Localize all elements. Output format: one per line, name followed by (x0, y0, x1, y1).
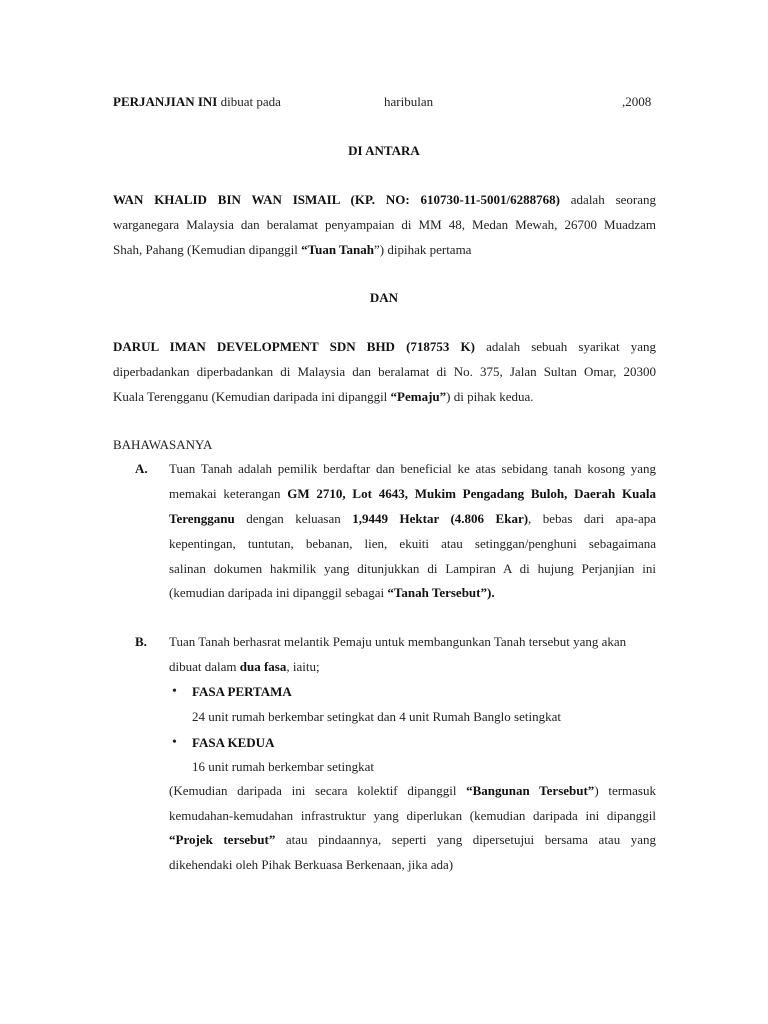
party1-line3-post: ”) dipihak pertama (374, 242, 472, 257)
party2-line1 (113, 339, 656, 355)
party2-line3-pre: Kuala Terengganu (Kemudian daripada ini dipanggil (113, 389, 391, 404)
tanah-tersebut-term: “Tanah Tersebut”). (387, 585, 495, 600)
clause-b-para-line4: dikehendaki oleh Pihak Berkuasa Berkenaan, jika ada) (169, 857, 454, 872)
fasa1-desc: 24 unit rumah berkembar setingkat dan 4 unit Rumah Banglo setingkat (192, 709, 561, 724)
clause-a-line6-pre: (kemudian daripada ini dipanggil sebagai (169, 585, 388, 600)
party2-line3-post: ) di pihak kedua. (446, 389, 534, 404)
party2-line2: diperbadankan diperbadankan di Malaysia dan beralamat di No. 375, Jalan Sultan Omar, 20300 (113, 364, 656, 379)
clause-b-para-line2: kemudahan-kemudahan infrastruktur yang diperlukan (kemudian daripada ini dipanggil (169, 808, 656, 823)
land-area: 1,9449 Hektar (4.806 Ekar) (352, 511, 529, 526)
party2-line3 (113, 389, 534, 405)
party2-name: DARUL IMAN DEVELOPMENT SDN BHD (718753 K) (113, 339, 475, 354)
clause-a-line3 (169, 511, 656, 527)
clause-a-line6 (169, 585, 495, 601)
fasa2-title (192, 735, 274, 751)
fasa2-title-text: FASA KEDUA (192, 735, 275, 750)
dua-fasa-term: dua fasa (239, 659, 287, 674)
clause-a-letter-text: A. (135, 461, 148, 476)
clause-a-letter (135, 461, 148, 477)
pemaju-term: “Pemaju” (390, 389, 447, 404)
party2-line1-rest: adalah sebuah syarikat yang (486, 339, 656, 354)
clause-a-line2 (169, 486, 656, 502)
dan-heading: DAN (369, 290, 399, 305)
clause-b-para-line3-post: atau pindaannya, seperti yang dipersetujui bersama atau yang (285, 832, 657, 847)
clause-b-para-line1-post: ) termasuk (594, 783, 656, 798)
agreement-made-on: dibuat pada (220, 94, 281, 109)
clause-b-para-line1 (169, 783, 656, 799)
di-antara-heading: DI ANTARA (348, 143, 420, 158)
fasa1-title (192, 684, 292, 700)
party1-name: WAN KHALID BIN WAN ISMAIL (KP. NO: 610730-11-5001/6288768) (113, 192, 560, 207)
bahawasanya-heading: BAHAWASANYA (113, 437, 213, 452)
clause-b-para-line1-pre: (Kemudian daripada ini secara kolektif dipanggil (169, 783, 467, 798)
projek-tersebut-term: “Projek tersebut” (169, 832, 276, 847)
bangunan-tersebut-term: “Bangunan Tersebut” (466, 783, 595, 798)
tuan-tanah-term: “Tuan Tanah (301, 242, 374, 257)
clause-a-line1: Tuan Tanah adalah pemilik berdaftar dan beneficial ke atas sebidang tanah kosong yang (169, 461, 656, 476)
party1-line3-pre: Shah, Pahang (Kemudian dipanggil (113, 242, 302, 257)
party1-line1-rest: adalah seorang (570, 192, 656, 207)
clause-b-line2 (169, 659, 320, 675)
clause-a-line3-post: , bebas dari apa-apa (528, 511, 656, 526)
party1-line2: warganegara Malaysia dan beralamat penyampaian di MM 48, Medan Mewah, 26700 Muadzam (113, 217, 656, 232)
clause-a-line3-mid: dengan keluasan (246, 511, 341, 526)
year-label: ,2008 (622, 94, 652, 109)
clause-b-line1: Tuan Tanah berhasrat melantik Pemaju untuk membangunkan Tanah tersebut yang akan (169, 634, 627, 649)
fasa1-title-text: FASA PERTAMA (192, 684, 292, 699)
fasa2-desc: 16 unit rumah berkembar setingkat (192, 759, 374, 774)
terengganu-text: Terengganu (169, 511, 235, 526)
clause-b-line2-pre: dibuat dalam (169, 659, 240, 674)
clause-a-line5: salinan dokumen hakmilik yang ditunjukkan di Lampiran A di hujung Perjanjian ini (169, 561, 656, 576)
haribulan-label: haribulan (384, 94, 434, 109)
bullet-icon: • (172, 684, 177, 699)
clause-b-letter-text: B. (135, 634, 147, 649)
agreement-lead: PERJANJIAN INI (113, 94, 218, 109)
party1-line1 (113, 192, 656, 208)
party1-line3 (113, 242, 471, 258)
clause-b-para-line3 (169, 832, 656, 848)
agreement-opening (113, 94, 281, 110)
bullet-icon: • (172, 735, 177, 750)
clause-b-line2-post: , iaitu; (286, 659, 320, 674)
clause-b-letter (135, 634, 147, 650)
clause-a-line4: kepentingan, tuntutan, bebanan, lien, ekuiti atau setinggan/penghuni sebagaimana (169, 536, 656, 551)
land-description: GM 2710, Lot 4643, Mukim Pengadang Buloh, Daerah Kuala (287, 486, 657, 501)
clause-a-line2-pre: memakai keterangan (169, 486, 288, 501)
